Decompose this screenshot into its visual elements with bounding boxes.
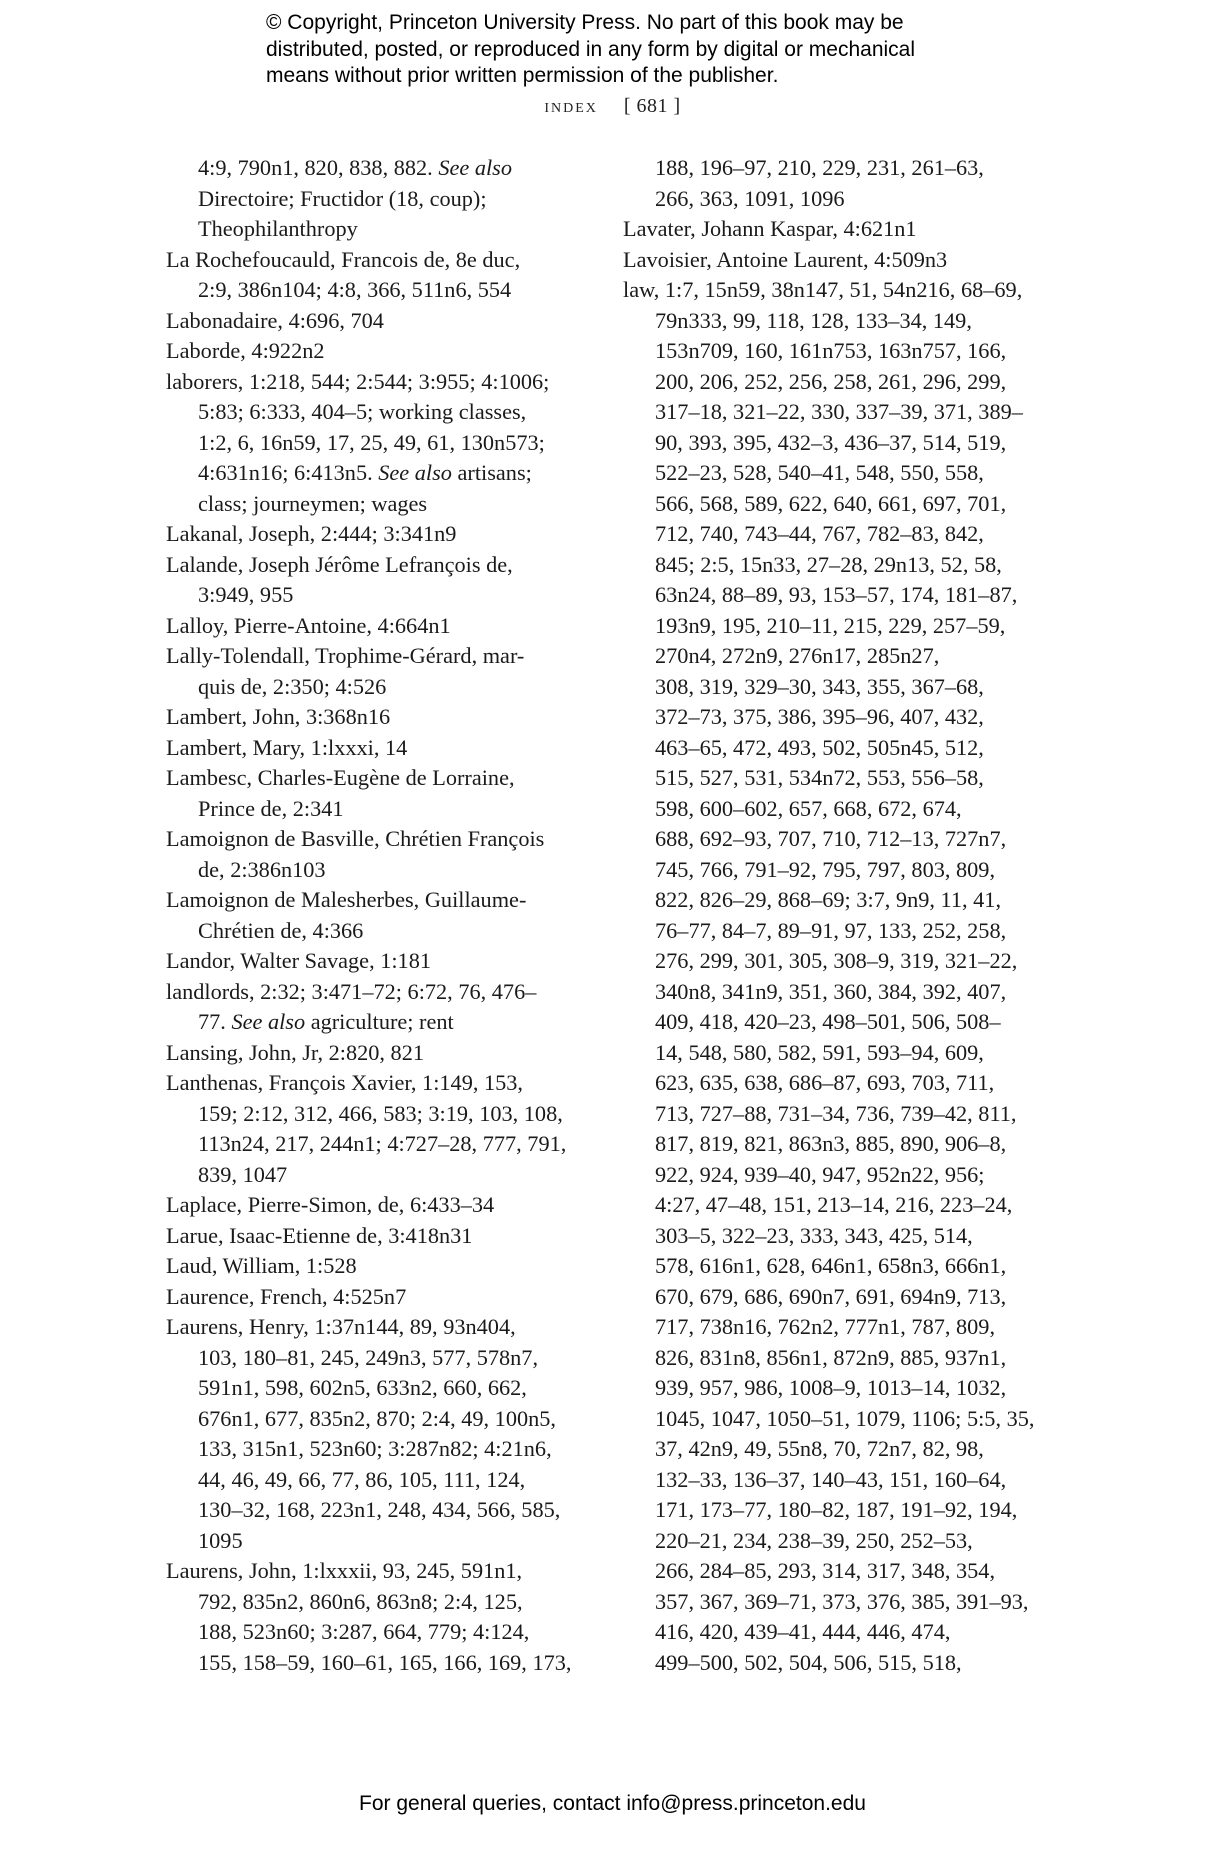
index-entry-line: 4:27, 47–48, 151, 213–14, 216, 223–24,: [655, 1192, 1013, 1217]
index-entry-law: [623, 275, 1063, 1678]
index-entry-line: 76–77, 84–7, 89–91, 97, 133, 252, 258,: [655, 917, 1007, 943]
index-entry-line: 922, 924, 939–40, 947, 952n22, 956;: [655, 1161, 985, 1187]
continuation-line: 266, 363, 1091, 1096: [655, 185, 845, 211]
index-entry: La Rochefoucauld, Francois de, 8e duc, 2:9, 386n104; 4:8, 366, 511n6, 554: [166, 246, 521, 302]
index-entry-line: 688, 692–93, 707, 710, 712–13, 727n7,: [655, 826, 1007, 851]
index-entry: Lambert, John, 3:368n16: [166, 704, 391, 729]
continuation-line: 188, 196–97, 210, 229, 231, 261–63,: [655, 155, 984, 180]
index-entry-line: 409, 418, 420–23, 498–501, 506, 508–: [655, 1009, 1001, 1034]
index-entry: Lakanal, Joseph, 2:444; 3:341n9: [166, 521, 457, 546]
index-entry-line: 153n709, 160, 161n753, 163n757, 166,: [655, 338, 1007, 363]
copyright-line: distributed, posted, or reproduced in any form by digital or mechanical: [266, 37, 916, 61]
index-entry-line: 171, 173–77, 180–82, 187, 191–92, 194,: [655, 1497, 1018, 1522]
index-entry: Lavater, Johann Kaspar, 4:621n1: [623, 216, 917, 241]
index-entry-line: 670, 679, 686, 690n7, 691, 694n9, 713,: [655, 1283, 1007, 1309]
index-entry-line: 717, 738n16, 762n2, 777n1, 787, 809,: [655, 1314, 996, 1339]
index-entry: Lamoignon de Basville, Chrétien François de, 2:386n103: [166, 826, 545, 882]
index-entry-line: 463–65, 472, 493, 502, 505n45, 512,: [655, 734, 984, 760]
index-entry: Landor, Walter Savage, 1:181: [166, 948, 432, 973]
index-entry-line: 522–23, 528, 540–41, 548, 550, 558,: [655, 460, 984, 485]
index-entry: Lanthenas, François Xavier, 1:149, 153, 159; 2:12, 312, 466, 583; 3:19, 103, 108, 113n24, 217, 244n1; 4:727–28, 777, 791, 839, 1047: [166, 1070, 567, 1187]
index-entry-line: 270n4, 272n9, 276n17, 285n27,: [655, 643, 940, 668]
index-entry-line: 266, 284–85, 293, 314, 317, 348, 354,: [655, 1558, 996, 1583]
index-entry-line: 308, 319, 329–30, 343, 355, 367–68,: [655, 673, 984, 699]
index-entry-line: 939, 957, 986, 1008–9, 1013–14, 1032,: [655, 1375, 1007, 1400]
index-entry: Lally-Tolendall, Trophime-Gérard, mar- quis de, 2:350; 4:526: [166, 643, 525, 699]
index-entry: Laplace, Pierre-Simon, de, 6:433–34: [166, 1192, 495, 1217]
index-entry-line: 826, 831n8, 856n1, 872n9, 885, 937n1,: [655, 1344, 1007, 1370]
continuation-line: 4:9, 790n1, 820, 838, 882. See also: [198, 155, 512, 180]
index-entry: Lalloy, Pierre-Antoine, 4:664n1: [166, 612, 451, 638]
copyright-notice: [266, 10, 1026, 90]
running-head-label: index: [544, 95, 598, 117]
index-entry: Laud, William, 1:528: [166, 1253, 357, 1278]
index-entry-line: 317–18, 321–22, 330, 337–39, 371, 389–: [655, 399, 1023, 424]
index-entry-line: 1045, 1047, 1050–51, 1079, 1106; 5:5, 35,: [655, 1405, 1035, 1431]
index-entry-line: 276, 299, 301, 305, 308–9, 319, 321–22,: [655, 948, 1018, 973]
index-entry-line: 499–500, 502, 504, 506, 515, 518,: [655, 1649, 962, 1675]
index-entry-line: 220–21, 234, 238–39, 250, 252–53,: [655, 1527, 973, 1553]
index-entry-line: 623, 635, 638, 686–87, 693, 703, 711,: [655, 1070, 995, 1095]
index-entry-line: 132–33, 136–37, 140–43, 151, 160–64,: [655, 1466, 1007, 1492]
index-entry: Laurens, Henry, 1:37n144, 89, 93n404, 103, 180–81, 245, 249n3, 577, 578n7, 591n1, 598, 602n5, 633n2, 660, 662, 676n1, 677, 835n2, 870; 2:4, 49, 100n5, 133, 315n1, 523n60; 3:287n82; 4:21n6, 44, 46, 49, 66, 77, 86, 105, 111, 124, 130–32, 168, 223n1, 248, 434, 566, 585, 1095: [166, 1314, 561, 1553]
index-entry-line: 713, 727–88, 731–34, 736, 739–42, 811,: [655, 1100, 1017, 1126]
footer-contact: For general queries, contact info@press.princeton.edu: [359, 1792, 866, 1815]
index-entry-line: 416, 420, 439–41, 444, 446, 474,: [655, 1619, 951, 1644]
index-entry-line: 372–73, 375, 386, 395–96, 407, 432,: [655, 704, 984, 729]
index-entry: Laurence, French, 4:525n7: [166, 1283, 407, 1309]
index-entry: Lambert, Mary, 1:lxxxi, 14: [166, 734, 408, 760]
index-column-left: [166, 153, 586, 1678]
running-head: [0, 95, 1225, 118]
index-entry-line: 193n9, 195, 210–11, 215, 229, 257–59,: [655, 612, 1006, 638]
index-entry-line: 598, 600–602, 657, 668, 672, 674,: [655, 795, 962, 821]
index-entry-line: 63n24, 88–89, 93, 153–57, 174, 181–87,: [655, 582, 1018, 607]
index-entry: landlords, 2:32; 3:471–72; 6:72, 76, 476– 77. See also agriculture; rent: [166, 978, 537, 1034]
index-entry-line: 37, 42n9, 49, 55n8, 70, 72n7, 82, 98,: [655, 1436, 984, 1461]
continuation-line: Theophilanthropy: [198, 216, 358, 241]
index-entry: Lamoignon de Malesherbes, Guillaume- Chrétien de, 4:366: [166, 887, 527, 943]
index-entry: laborers, 1:218, 544; 2:544; 3:955; 4:1006; 5:83; 6:333, 404–5; working classes, 1:2, 6, 16n59, 17, 25, 49, 61, 130n573; 4:631n16; 6:413n5. See also artisans; class; journeymen; wages: [166, 368, 550, 516]
page-number: [ 681 ]: [623, 95, 681, 117]
index-entry-line: 340n8, 341n9, 351, 360, 384, 392, 407,: [655, 978, 1007, 1004]
index-entry-line: 745, 766, 791–92, 795, 797, 803, 809,: [655, 856, 996, 882]
copyright-line: means without prior written permission of the publisher.: [266, 64, 779, 87]
index-entry: Larue, Isaac-Etienne de, 3:418n31: [166, 1222, 473, 1248]
index-entry: Labonadaire, 4:696, 704: [166, 307, 384, 333]
index-entry-line: 79n333, 99, 118, 128, 133–34, 149,: [655, 307, 972, 333]
index-entry-line: 303–5, 322–23, 333, 343, 425, 514,: [655, 1222, 973, 1248]
index-entry-line: 566, 568, 589, 622, 640, 661, 697, 701,: [655, 490, 1007, 516]
index-column-right: [623, 153, 1063, 1678]
index-entry-line: 712, 740, 743–44, 767, 782–83, 842,: [655, 521, 984, 546]
copyright-line: © Copyright, Princeton University Press. No part of this book may be: [266, 11, 904, 34]
index-entry: Laborde, 4:922n2: [166, 338, 325, 363]
index-entry-line: 817, 819, 821, 863n3, 885, 890, 906–8,: [655, 1131, 1007, 1156]
index-entry: Lansing, John, Jr, 2:820, 821: [166, 1039, 424, 1065]
index-entry-line: 845; 2:5, 15n33, 27–28, 29n13, 52, 58,: [655, 551, 1002, 577]
index-entry-line: law, 1:7, 15n59, 38n147, 51, 54n216, 68–69,: [623, 277, 1023, 302]
index-entry-line: 357, 367, 369–71, 373, 376, 385, 391–93,: [655, 1588, 1029, 1614]
continuation-line: Directoire; Fructidor (18, coup);: [198, 185, 487, 211]
index-entry: Lalande, Joseph Jérôme Lefrançois de, 3:949, 955: [166, 551, 513, 607]
index-entry-line: 822, 826–29, 868–69; 3:7, 9n9, 11, 41,: [655, 887, 1002, 912]
index-entry-line: 578, 616n1, 628, 646n1, 658n3, 666n1,: [655, 1253, 1007, 1278]
index-entry-line: 90, 393, 395, 432–3, 436–37, 514, 519,: [655, 429, 1007, 455]
index-entry: Lavoisier, Antoine Laurent, 4:509n3: [623, 246, 948, 272]
index-entry-line: 200, 206, 252, 256, 258, 261, 296, 299,: [655, 368, 1007, 394]
index-entry-line: 515, 527, 531, 534n72, 553, 556–58,: [655, 765, 984, 790]
index-entry-line: 14, 548, 580, 582, 591, 593–94, 609,: [655, 1039, 984, 1065]
index-entry: Laurens, John, 1:lxxxii, 93, 245, 591n1, 792, 835n2, 860n6, 863n8; 2:4, 125, 188, 523n60; 3:287, 664, 779; 4:124, 155, 158–59, 160–61, 165, 166, 169, 173,: [166, 1558, 572, 1675]
index-entry: Lambesc, Charles-Eugène de Lorraine, Prince de, 2:341: [166, 765, 515, 821]
